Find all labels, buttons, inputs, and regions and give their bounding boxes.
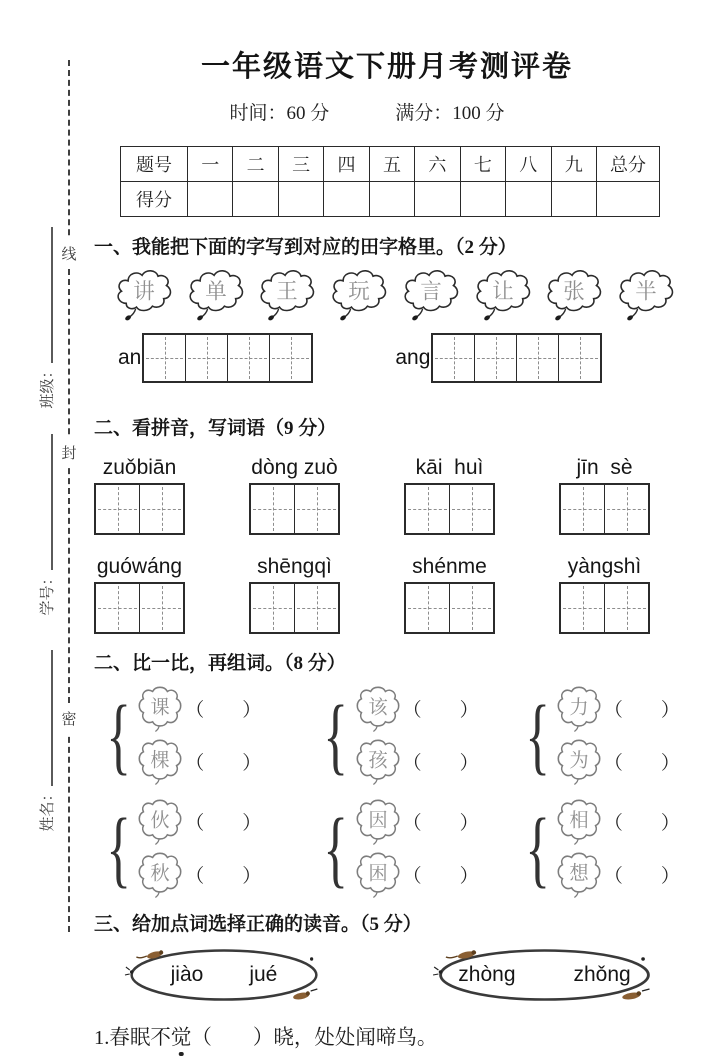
- class-label: 班级：: [39, 363, 56, 409]
- student-number-fill-group: [34, 425, 58, 625]
- flower-bubble: [137, 849, 183, 899]
- an-label: an: [118, 346, 142, 369]
- cloud-character: 让: [491, 279, 514, 304]
- full-score-text: 满分：100 分: [395, 103, 505, 124]
- flower-character: 孩: [367, 750, 388, 772]
- pinyin-text: dòng zuò: [251, 456, 338, 479]
- ang-grid-group: [395, 333, 602, 383]
- word-writing-grid: [249, 483, 340, 535]
- time-limit-text: 时间：60 分: [229, 103, 330, 124]
- brace-glyph: {: [524, 799, 550, 896]
- brace-glyph: {: [323, 799, 349, 896]
- writing-cell[interactable]: [96, 485, 140, 533]
- flower-character: 为: [569, 750, 589, 772]
- an-grid-group: [118, 333, 313, 383]
- pinyin-group: [94, 456, 185, 535]
- name-blank-line[interactable]: [39, 651, 53, 787]
- an-writing-grid: [142, 333, 313, 383]
- writing-cell[interactable]: [406, 485, 450, 533]
- exam-meta: [74, 98, 660, 125]
- seal-char-seal: 封: [60, 437, 78, 468]
- score-cell[interactable]: [369, 182, 414, 217]
- flower-bubble: [137, 683, 183, 733]
- flower-bubble: [355, 796, 401, 846]
- section4-title: 三、给加点词选择正确的读音。（5 分）: [94, 914, 422, 935]
- flower-character: 因: [367, 810, 388, 832]
- name-fill-group: [34, 641, 58, 841]
- pinyin-group: [559, 456, 650, 535]
- answer-blank[interactable]: （ ）: [603, 699, 680, 721]
- flower-character: 课: [150, 697, 170, 719]
- pinyin-text: yàngshì: [567, 555, 642, 578]
- pair-group: [315, 683, 478, 786]
- score-cell[interactable]: [415, 182, 460, 217]
- student-number-label: 学号：: [39, 570, 56, 616]
- pinyin-group: [94, 555, 185, 634]
- cloud-bubble: [473, 265, 533, 323]
- writing-cell[interactable]: [406, 584, 450, 632]
- question-1: [94, 1020, 680, 1050]
- word-writing-grid: [404, 582, 495, 634]
- seal-char-secret: 密: [60, 703, 78, 734]
- score-cell[interactable]: [506, 182, 551, 217]
- flower-bubble: [137, 796, 183, 846]
- pinyin-group: [249, 555, 340, 634]
- flower-character: 该: [367, 697, 388, 719]
- writing-cell[interactable]: [228, 335, 270, 381]
- score-table-header-row: [121, 147, 660, 182]
- cloud-character: 言: [420, 279, 442, 304]
- answer-blank[interactable]: （ ）: [185, 752, 262, 774]
- section1-title: 一、我能把下面的字写到对应的田字格里。（2 分）: [94, 237, 517, 258]
- answer-blank[interactable]: （ ）: [185, 865, 262, 887]
- answer-blank[interactable]: （ ）: [402, 752, 479, 774]
- pinyin-group: [249, 456, 340, 535]
- score-table: [120, 146, 660, 217]
- pinyin-text: shēngqì: [257, 555, 332, 578]
- pinyin-option[interactable]: zhǒng: [573, 963, 631, 986]
- word-writing-grid: [404, 483, 495, 535]
- cloud-character: 半: [635, 279, 657, 304]
- pinyin-text: shénme: [412, 555, 487, 578]
- answer-blank[interactable]: （ ）: [402, 699, 479, 721]
- answer-blank[interactable]: （ ）: [185, 699, 262, 721]
- class-fill-group: [34, 218, 58, 418]
- writing-cell[interactable]: [251, 485, 295, 533]
- score-cell[interactable]: [188, 182, 233, 217]
- pair-group: [98, 683, 261, 786]
- compare-pairs-row-1: [94, 683, 680, 786]
- col-6: 六: [415, 147, 460, 182]
- flower-bubble: [137, 736, 183, 786]
- writing-cell[interactable]: [140, 584, 183, 632]
- pinyin-option[interactable]: jiào: [170, 963, 204, 986]
- flower-character: 秋: [150, 863, 170, 885]
- cloud-character: 王: [276, 279, 299, 304]
- answer-blank[interactable]: （ ）: [185, 812, 262, 834]
- word-writing-grid: [94, 582, 185, 634]
- writing-cell[interactable]: [251, 584, 295, 632]
- cloud-bubble: [616, 265, 676, 323]
- word-writing-grid: [559, 582, 650, 634]
- ang-label: ang: [395, 346, 431, 369]
- answer-blank[interactable]: （ ）: [402, 812, 479, 834]
- flower-bubble: [556, 736, 602, 786]
- col-7: 七: [460, 147, 505, 182]
- writing-cell[interactable]: [475, 335, 517, 381]
- score-cell[interactable]: [460, 182, 505, 217]
- ang-writing-grid: [431, 333, 602, 383]
- writing-cell[interactable]: [295, 584, 338, 632]
- writing-cell[interactable]: [561, 584, 605, 632]
- pair-group: [517, 796, 680, 899]
- col-1: 一: [188, 147, 233, 182]
- writing-cell[interactable]: [433, 335, 475, 381]
- compare-pairs-row-2: [94, 796, 680, 899]
- cloud-bubble: [186, 265, 246, 323]
- score-cell[interactable]: [233, 182, 278, 217]
- writing-cell[interactable]: [450, 584, 493, 632]
- score-cell[interactable]: [324, 182, 369, 217]
- pinyin-text: guówáng: [96, 555, 183, 578]
- cloud-bubble: [329, 265, 389, 323]
- pinyin-group: [404, 555, 495, 634]
- writing-cell[interactable]: [605, 584, 648, 632]
- page-title: 一年级语文下册月考测评卷: [200, 51, 573, 83]
- col-4: 四: [324, 147, 369, 182]
- score-cell[interactable]: [278, 182, 323, 217]
- cloud-character: 讲: [133, 279, 155, 304]
- dotted-emphasis-character: 觉: [170, 1027, 192, 1049]
- brace-glyph: {: [524, 686, 550, 783]
- score-cell[interactable]: [551, 182, 597, 217]
- writing-cell[interactable]: [186, 335, 228, 381]
- col-3: 三: [278, 147, 323, 182]
- col-5: 五: [369, 147, 414, 182]
- cloud-character: 张: [563, 279, 585, 304]
- flower-bubble: [355, 849, 401, 899]
- writing-cell[interactable]: [270, 335, 311, 381]
- answer-blank[interactable]: （ ）: [603, 865, 680, 887]
- pronunciation-ovals-row: [124, 946, 680, 1004]
- section2-title: 二、看拼音，写词语（9 分）: [94, 418, 337, 439]
- question-text-suffix: （ ）晓，处处闻啼鸟。: [191, 1027, 438, 1049]
- pinyin-row-2: [94, 555, 650, 634]
- main-content: [94, 0, 680, 1050]
- cloud-bubble: [114, 265, 174, 323]
- word-writing-grid: [94, 483, 185, 535]
- writing-cell[interactable]: [96, 584, 140, 632]
- pinyin-option[interactable]: jué: [249, 963, 278, 986]
- pinyin-option[interactable]: zhòng: [458, 963, 516, 986]
- brace-glyph: {: [106, 686, 132, 783]
- word-writing-grid: [559, 483, 650, 535]
- writing-cell[interactable]: [295, 485, 338, 533]
- writing-cell[interactable]: [561, 485, 605, 533]
- writing-cell[interactable]: [517, 335, 559, 381]
- pinyin-text: zuǒbiān: [102, 456, 177, 479]
- question-number-header: 题号: [121, 147, 188, 182]
- col-9: 九: [551, 147, 597, 182]
- cloud-character: 玩: [348, 279, 370, 304]
- pair-group: [315, 796, 478, 899]
- flower-character: 困: [367, 863, 388, 885]
- brace-glyph: {: [106, 799, 132, 896]
- cloud-bubble: [401, 265, 461, 323]
- flower-character: 想: [569, 863, 589, 885]
- score-table-score-row: [121, 182, 660, 217]
- flower-character: 棵: [150, 750, 170, 772]
- total-score-header: 总分: [597, 147, 660, 182]
- col-8: 八: [506, 147, 551, 182]
- class-blank-line[interactable]: [39, 228, 53, 364]
- answer-blank[interactable]: （ ）: [603, 812, 680, 834]
- seal-dashed-line: [68, 60, 70, 932]
- pinyin-row-1: [94, 456, 650, 535]
- seal-char-line: 线: [60, 238, 78, 269]
- pair-group: [98, 796, 261, 899]
- an-ang-grid-row: [94, 333, 680, 383]
- flower-character: 相: [569, 810, 589, 832]
- writing-cell[interactable]: [140, 485, 183, 533]
- answer-blank[interactable]: （ ）: [402, 865, 479, 887]
- question-text-prefix: 1.春眠不: [94, 1027, 171, 1049]
- writing-cell[interactable]: [450, 485, 493, 533]
- writing-cell[interactable]: [559, 335, 600, 381]
- col-2: 二: [233, 147, 278, 182]
- cloud-character: 单: [204, 279, 227, 304]
- pinyin-text: kāi huì: [415, 456, 484, 479]
- pinyin-text: jīn sè: [576, 456, 633, 479]
- section3-title: 二、比一比，再组词。（8 分）: [94, 653, 346, 674]
- cloud-bubble: [257, 265, 317, 323]
- brace-glyph: {: [323, 686, 349, 783]
- flower-bubble: [556, 796, 602, 846]
- pronunciation-oval: [432, 946, 657, 1004]
- flower-bubble: [556, 849, 602, 899]
- pair-group: [517, 683, 680, 786]
- flower-bubble: [355, 683, 401, 733]
- name-label: 姓名：: [39, 786, 56, 832]
- pronunciation-oval: [124, 946, 324, 1004]
- pinyin-group: [404, 456, 495, 535]
- word-writing-grid: [249, 582, 340, 634]
- score-row-label: 得分: [121, 182, 188, 217]
- cloud-bubble: [544, 265, 604, 323]
- pinyin-group: [559, 555, 650, 634]
- flower-bubble: [556, 683, 602, 733]
- answer-blank[interactable]: （ ）: [603, 752, 680, 774]
- writing-cell[interactable]: [144, 335, 186, 381]
- flower-character: 力: [569, 697, 589, 719]
- writing-cell[interactable]: [605, 485, 648, 533]
- student-number-blank-line[interactable]: [39, 435, 53, 571]
- flower-character: 伙: [150, 810, 170, 832]
- flower-bubble: [355, 736, 401, 786]
- character-cloud-row: [94, 265, 680, 323]
- total-score-cell[interactable]: [597, 182, 660, 217]
